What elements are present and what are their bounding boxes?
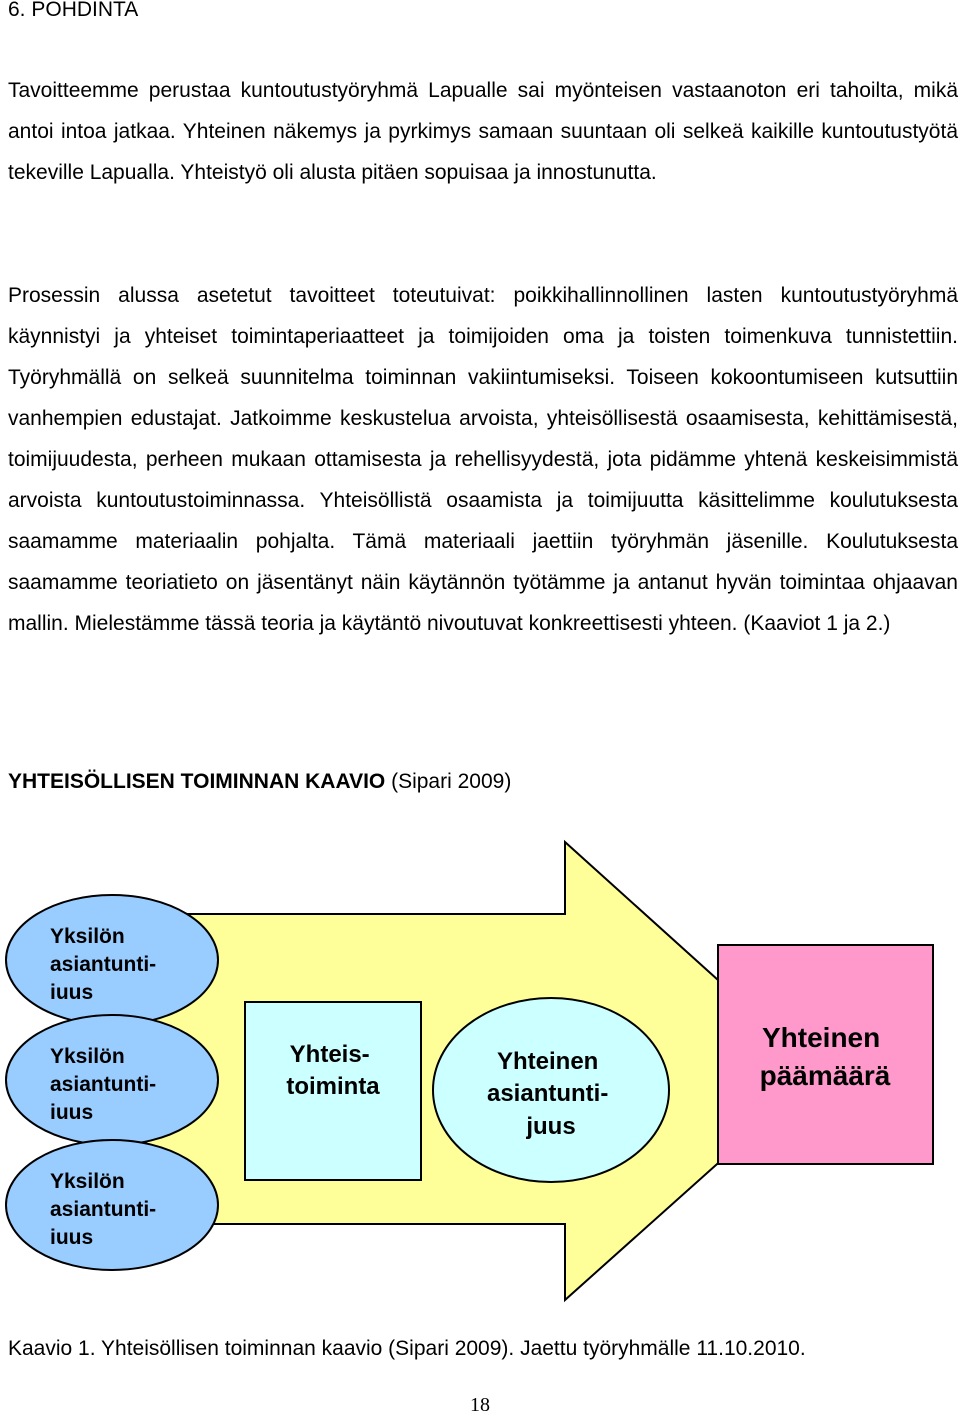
individual-expertise-2-line-3: iuus [50, 1101, 94, 1124]
diagram-title [8, 766, 511, 798]
cooperation-line-1: Yhteis- [289, 1041, 370, 1068]
individual-expertise-2-line-2: asiantunti- [50, 1073, 157, 1096]
paragraph-intro: Tavoitteemme perustaa kuntoutustyöryhmä Lapualle sai myönteisen vastaanoton eri tahoilta, mikä antoi intoa jatkaa. Yhteinen näkemys ja pyrkimys samaan suuntaan oli selkeä kaikille kuntoutustyötä tekeville Lapualla. Yhteistyö oli alusta pitäen sopuisaa ja innostunutta. [8, 79, 958, 184]
common-goal-line-2: päämäärä [759, 1060, 891, 1091]
individual-expertise-3-line-2: asiantunti- [50, 1198, 157, 1221]
cooperation-line-2: toiminta [286, 1073, 380, 1100]
shared-expertise-line-3: juus [526, 1113, 576, 1140]
shared-expertise-line-1: Yhteinen [496, 1048, 599, 1075]
common-goal-line-1: Yhteinen [761, 1022, 881, 1053]
diagram-caption: Kaavio 1. Yhteisöllisen toiminnan kaavio (Sipari 2009). Jaettu työryhmälle 11.10.2010. [8, 1337, 806, 1360]
section-heading: 6. POHDINTA [8, 0, 139, 21]
diagram-title-bold: YHTEISÖLLISEN TOIMINNAN KAAVIO [8, 770, 386, 793]
individual-expertise-2-line-1: Yksilön [50, 1045, 125, 1068]
shared-expertise-line-2: asiantunti- [486, 1080, 609, 1107]
individual-expertise-1-line-2: asiantunti- [50, 953, 157, 976]
community-activity-diagram [0, 835, 960, 1305]
individual-expertise-1-line-3: iuus [50, 981, 94, 1004]
page-number: 18 [470, 1394, 490, 1416]
paragraph-process: Prosessin alussa asetetut tavoitteet toteutuivat: poikkihallinnollinen lasten kuntoutustyöryhmä käynnistyi ja yhteiset toimintaperiaatteet ja toimijoiden oma ja toisten toimenkuva tunnistettiin. Työryhmällä on selkeä suunnitelma toiminnan vakiintumiseksi. Toiseen kokoontumiseen kutsuttiin vanhempien edustajat. Jatkoimme keskustelua arvoista, yhteisöllisestä osaamisesta, kehittämisestä, toimijuudesta, perheen mukaan ottamisesta ja rehellisyydestä, jota pidämme yhtenä keskeisimmistä arvoista kuntoutustoiminnassa. Yhteisöllistä osaamista ja toimijuutta käsittelimme koulutuksesta saamamme materiaalin pohjalta. Tämä materiaali jaettiin työryhmän jäsenille. Koulutuksesta saamamme teoriatieto on jäsentänyt näin käytännön työtämme ja antanut hyvän toimintaa ohjaavan mallin. Mielestämme tässä teoria ja käytäntö nivoutuvat konkreettisesti yhteen. (Kaaviot 1 ja 2.) [8, 284, 958, 635]
individual-expertise-3-line-3: iuus [50, 1226, 94, 1249]
individual-expertise-3-line-1: Yksilön [50, 1170, 125, 1193]
individual-expertise-1-line-1: Yksilön [50, 925, 125, 948]
diagram-title-source: (Sipari 2009) [385, 770, 512, 793]
common-goal-box [718, 945, 933, 1164]
